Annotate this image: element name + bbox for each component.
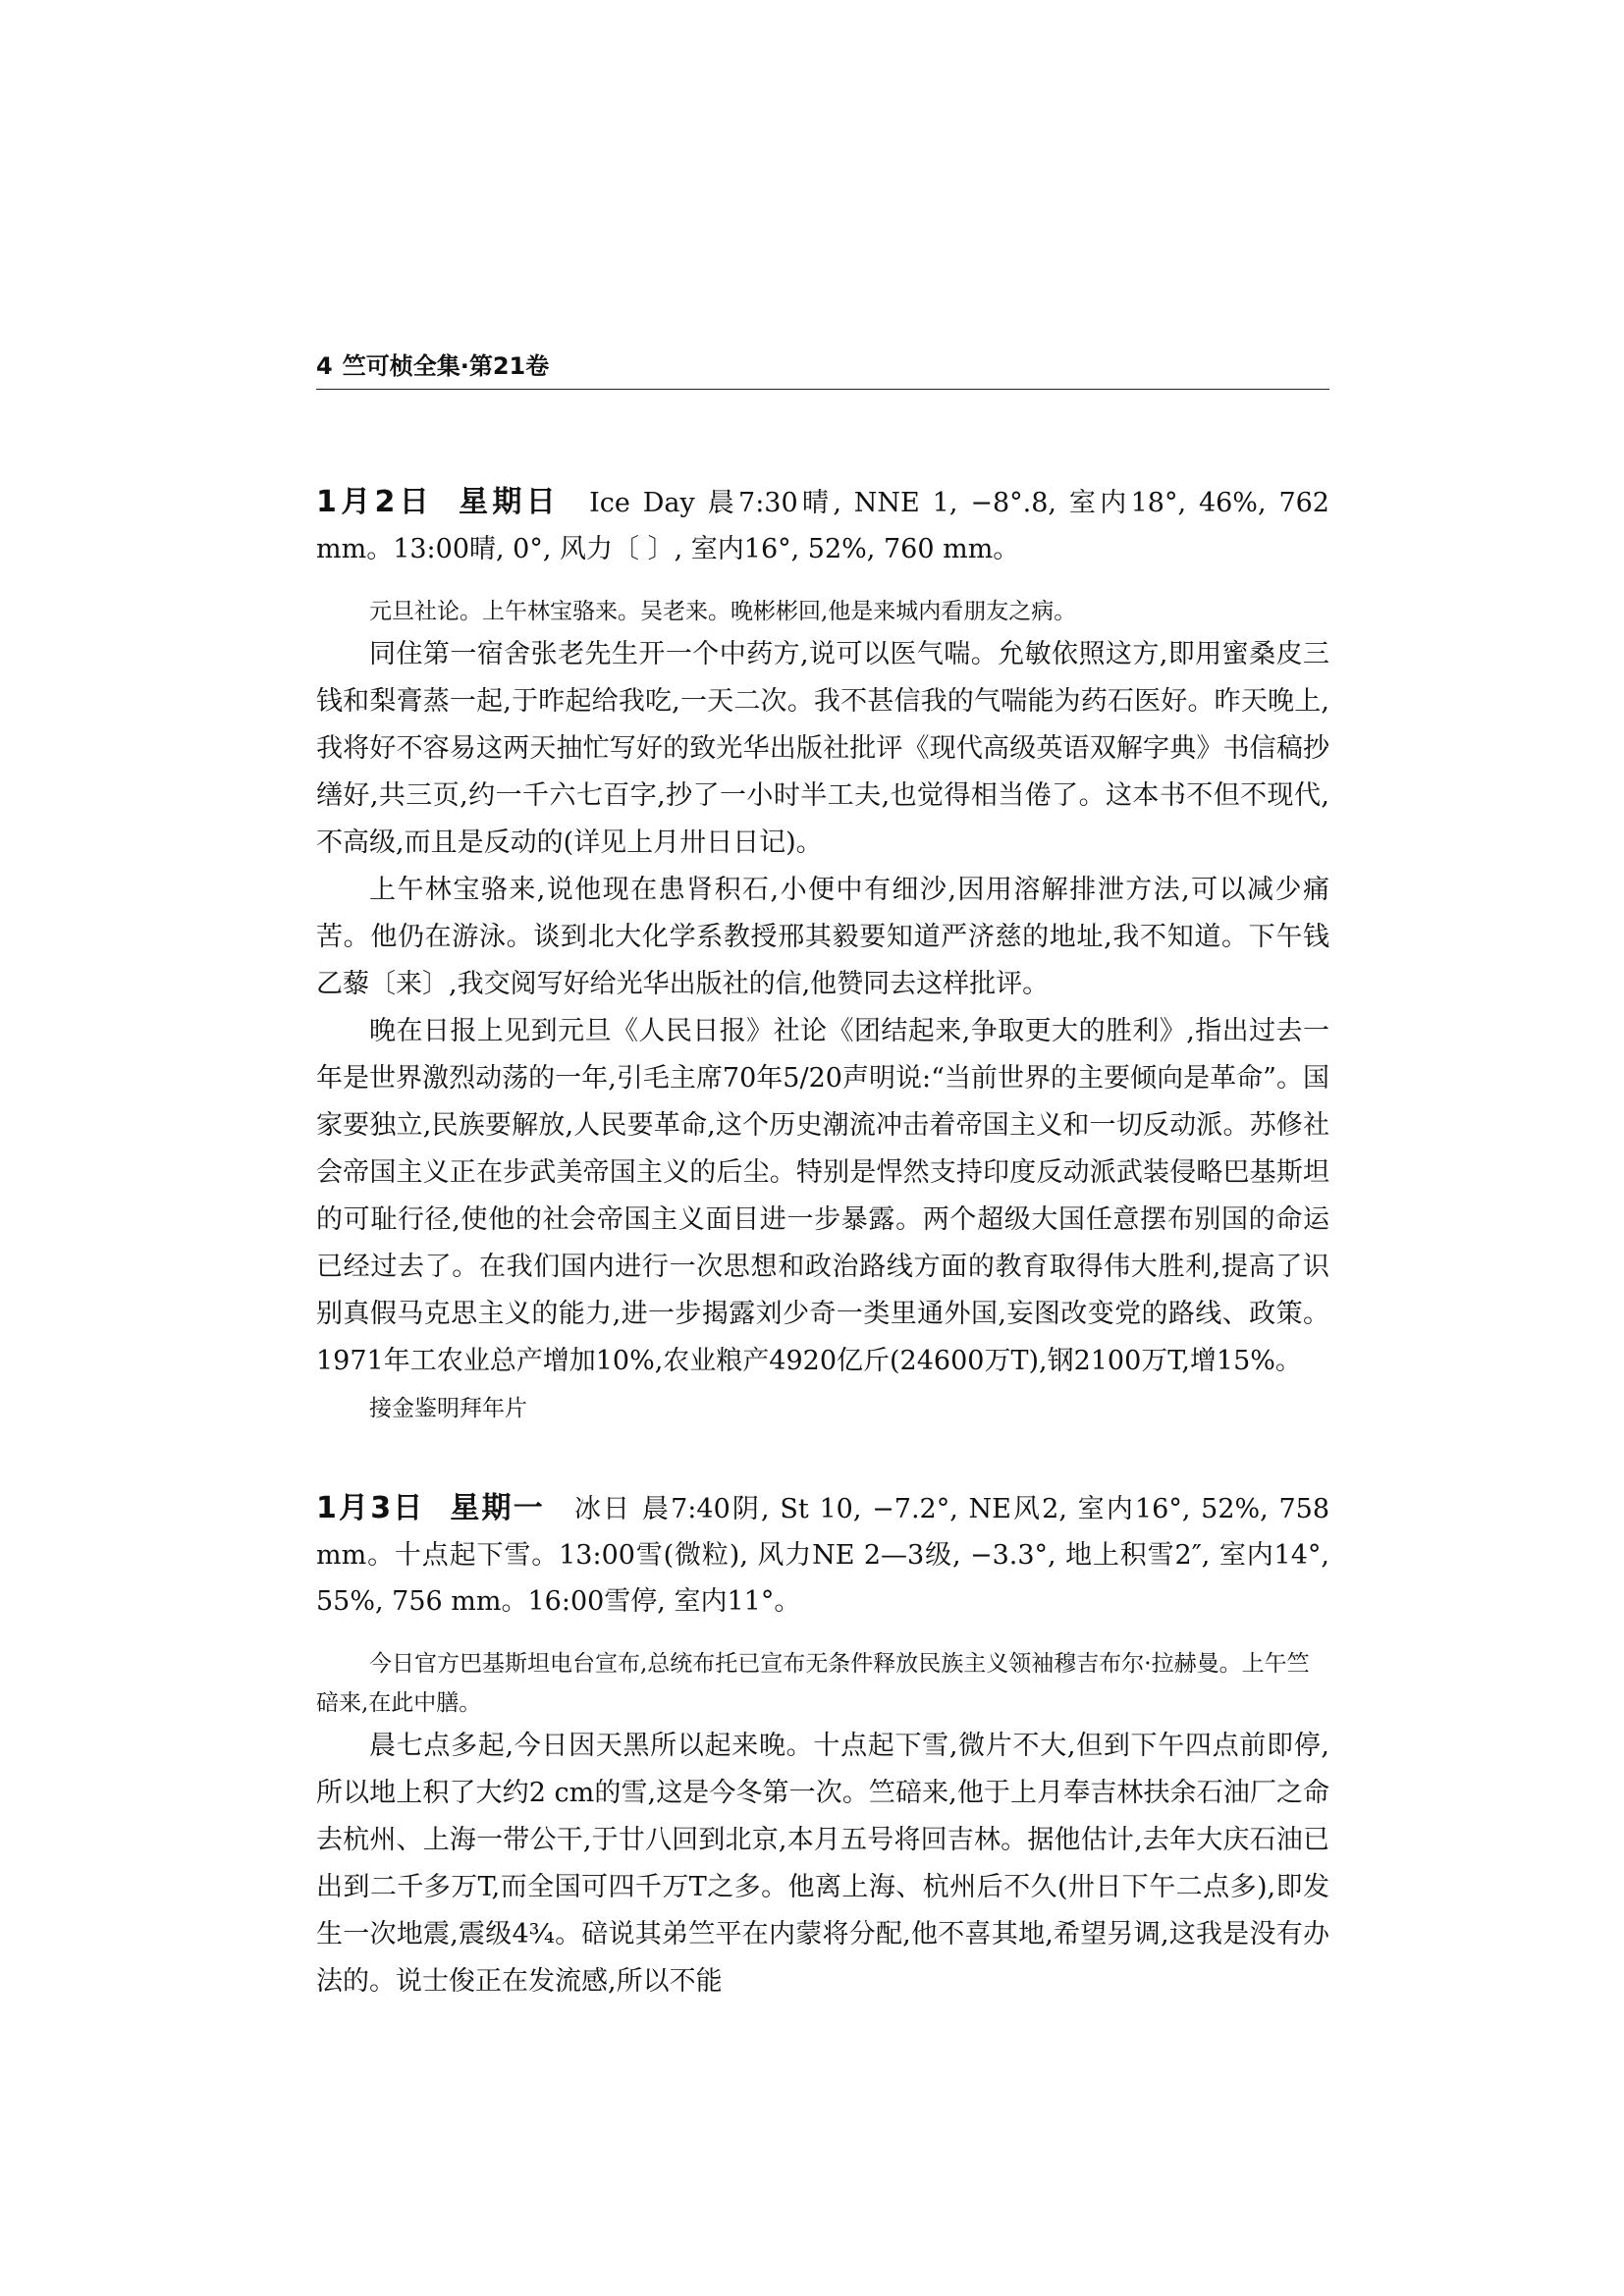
running-header <box>316 349 1329 390</box>
entry-weekday: 星期日 <box>459 485 561 519</box>
page-number: 4 <box>316 352 333 380</box>
diary-entry-jan-3 <box>316 1485 1329 2005</box>
weather-record: 晨7:30晴, NNE 1, −8°.8, 室内18°, 46%, 762 mm。13:00晴, 0°, 风力〔 〕, 室内16°, 52%, 760 mm。 <box>316 488 1329 564</box>
entry-closing-note: 接金鉴明拜年片 <box>369 1396 527 1421</box>
diary-entry-jan-2 <box>316 479 1329 1428</box>
book-title: 竺可桢全集·第21卷 <box>342 352 550 380</box>
entry-paragraph: 晚在日报上见到元旦《人民日报》社论《团结起来,争取更大的胜利》,指出过去一年是世界激烈动荡的一年,引毛主席70年5/20声明说:“当前世界的主要倾向是革命”。国家要独立,民族要解放,人民要革命,这个历史潮流冲击着帝国主义和一切反动派。苏修社会帝国主义正在步武美帝国主义的后尘。特别是悍然支持印度反动派武装侵略巴基斯坦的可耻行径,使他的社会帝国主义面目进一步暴露。两个超级大国任意摆布别国的命运已经过去了。在我们国内进行一次思想和政治路线方面的教育取得伟大胜利,提高了识别真假马克思主义的能力,进一步揭露刘少奇一类里通外国,妄图改变党的路线、政策。1971年工农业总产增加10%,农业粮产4920亿斤(24600万T),钢2100万T,增15%。 <box>316 1016 1329 1376</box>
entry-date: 1月2日 <box>316 485 434 519</box>
diary-content <box>316 479 1329 2005</box>
weather-label: 冰日 <box>573 1494 632 1524</box>
entry-summary: 元旦社论。上午林宝骆来。吴老来。晚彬彬回,他是来城内看朋友之病。 <box>369 599 1077 624</box>
entry-heading <box>316 479 1329 572</box>
weather-label: Ice Day <box>589 488 695 518</box>
entry-paragraph: 晨七点多起,今日因天黑所以起来晚。十点起下雪,微片不大,但到下午四点前即停,所以地上积了大约2 cm的雪,这是今冬第一次。竺碚来,他于上月奉吉林扶余石油厂之命去杭州、上海一带公干,于廿八回到北京,本月五号将回吉林。据他估计,去年大庆石油已出到二千多万T,而全国可四千万T之多。他离上海、杭州后不久(卅日下午二点多),即发生一次地震,震级4¾。碚说其弟竺平在内蒙将分配,他不喜其地,希望另调,这我是没有办法的。说士俊正在发流感,所以不能 <box>316 1731 1329 1997</box>
entry-paragraph: 上午林宝骆来,说他现在患肾积石,小便中有细沙,因用溶解排泄方法,可以减少痛苦。他仍在游泳。谈到北大化学系教授邢其毅要知道严济慈的地址,我不知道。下午钱乙藜〔来〕,我交阅写好给光华出版社的信,他赞同去这样批评。 <box>316 875 1329 999</box>
entry-summary: 今日官方巴基斯坦电台宣布,总统布托已宣布无条件释放民族主义领袖穆吉布尔·拉赫曼。上午竺碚来,在此中膳。 <box>316 1651 1310 1716</box>
weather-record: 晨7:40阴, St 10, −7.2°, NE风2, 室内16°, 52%, 758 mm。十点起下雪。13:00雪(微粒), 风力NE 2—3级, −3.3°, 地上积雪2″, 室内14°, 55%, 756 mm。16:00雪停, 室内11°。 <box>316 1494 1330 1617</box>
entry-date: 1月3日 <box>316 1491 425 1525</box>
entry-separator <box>316 1428 1329 1485</box>
entry-weekday: 星期一 <box>450 1491 545 1525</box>
entry-heading <box>316 1485 1329 1625</box>
entry-paragraph: 同住第一宿舍张老先生开一个中药方,说可以医气喘。允敏依照这方,即用蜜桑皮三钱和梨膏蒸一起,于昨起给我吃,一天二次。我不甚信我的气喘能为药石医好。昨天晚上,我将好不容易这两天抽忙写好的致光华出版社批评《现代高级英语双解字典》书信稿抄缮好,共三页,约一千六七百字,抄了一小时半工夫,也觉得相当倦了。这本书不但不现代,不高级,而且是反动的(详见上月卅日日记)。 <box>316 639 1329 858</box>
